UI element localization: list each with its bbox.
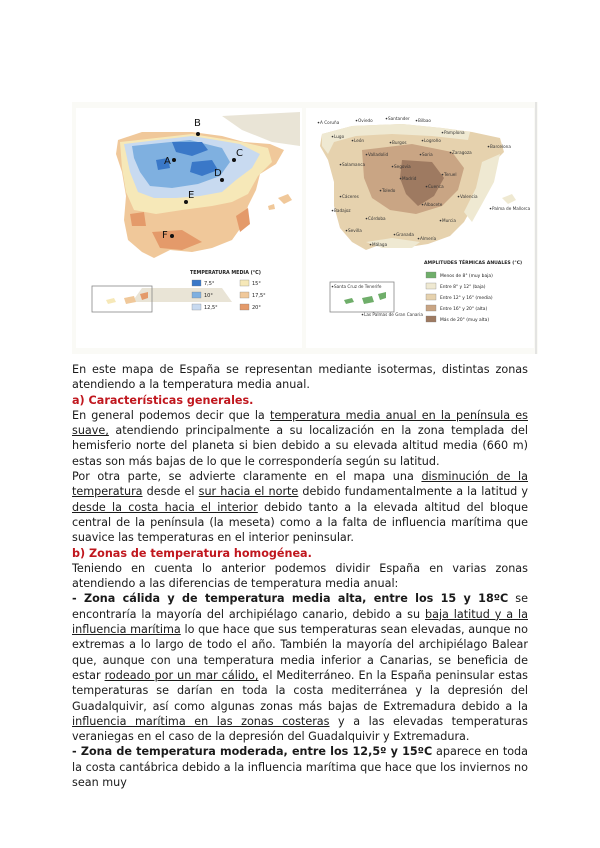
- city-label: Santander: [388, 116, 410, 121]
- amplitude-legend-swatch: [426, 316, 436, 322]
- city-label: Murcia: [442, 218, 456, 223]
- temperature-legend-swatch: [240, 280, 249, 286]
- paragraph-moderate-zone: - Zona de temperatura moderada, entre los 12,5º y 15ºC aparece en toda la costa cantábrica debido a la influencia marítima que hace que los inviernos no sean muy: [72, 745, 529, 790]
- marker-b: B: [194, 118, 201, 129]
- marker-e: E: [188, 190, 195, 201]
- city-label: Teruel: [444, 172, 457, 177]
- temperature-legend-swatch: [240, 292, 249, 298]
- city-label: Cuenca: [428, 184, 444, 189]
- intro-paragraph: En este mapa de España se representan mediante isotermas, distintas zonas atendiendo a la temperatura media anual.: [72, 363, 528, 392]
- city-label: Las Palmas de Gran Canaria: [364, 312, 423, 317]
- city-label: Soria: [422, 152, 433, 157]
- paragraph-1: En general podemos decir que la temperatura media anual en la península es suave, atendiendo principalmente a su localización en la zona templada del hemisferio norte del planeta si bien debido a su elevada altitud media (660 m) estas son más bajas de lo que le correspondería según su latitud.: [72, 408, 528, 468]
- city-label: Sevilla: [348, 228, 362, 233]
- city-label: Lugo: [334, 134, 345, 139]
- amplitude-legend-swatch: [426, 305, 436, 311]
- city-label: Zaragoza: [452, 150, 472, 155]
- city-label: Logroño: [424, 138, 441, 143]
- city-label: Burgos: [392, 140, 407, 145]
- amplitude-map: [306, 108, 534, 348]
- heading-general-characteristics: a) Características generales.: [72, 393, 254, 407]
- paragraph-warm-zone: - Zona cálida y de temperatura media alta, entre los 15 y 18ºC se encontraría la mayoría del archipiélago canario, debido a su baja latitud y a la influencia marítima lo que hace que sus temperaturas sean elevadas, aunque no extremas a lo largo de todo el año. También la mayoría del archipiélago Balear que, aunque con una temperatura media inferior a Canarias, se beneficia de estar rodeado por un mar cálido, el Mediterráneo. En la España peninsular estas temperaturas se darían en toda la costa mediterránea y la depresión del Guadalquivir, así como algunas zonas más bajas de Extremadura debido a la influencia marítima en las zonas costeras y a las elevadas temperaturas veraniegas en el caso de la depresión del Guadalquivir y Extremadura.: [72, 592, 528, 744]
- marker-c: C: [236, 148, 243, 159]
- paragraph-2: Por otra parte, se advierte claramente en el mapa una disminución de la temperatura desde el sur hacia el norte debido fundamentalmente a la latitud y desde la costa hacia el interior debido tanto a la elevada altitud del bloque central de la península (la meseta) como a la falta de influencia marítima que suavice las temperaturas en el interior peninsular.: [72, 470, 529, 545]
- city-label: Málaga: [372, 242, 388, 247]
- city-label: Córdoba: [368, 216, 386, 221]
- temperature-map: [76, 108, 302, 348]
- city-label: Valencia: [460, 194, 478, 199]
- maps-figure: [72, 102, 538, 354]
- city-label: León: [354, 138, 365, 143]
- amplitude-legend-swatch: [426, 272, 436, 278]
- svg-text:TEMPERATURA MEDIA (°C): TEMPERATURA MEDIA (°C): [190, 271, 261, 276]
- amplitude-legend-label: Entre 12° y 16° (media): [440, 296, 493, 301]
- svg-text:AMPLITUDES TÉRMICAS ANUALES (°: AMPLITUDES TÉRMICAS ANUALES (°C): [424, 261, 523, 266]
- temperature-legend-label: 15°: [252, 281, 261, 287]
- city-label: Granada: [396, 232, 414, 237]
- temperature-legend-swatch: [192, 280, 201, 286]
- city-label: Salamanca: [342, 162, 366, 167]
- city-label: Madrid: [402, 176, 417, 181]
- city-label: Badajoz: [334, 208, 351, 213]
- temperature-legend-label: 10°: [204, 293, 213, 299]
- city-label: Pamplona: [444, 130, 465, 135]
- amplitude-legend-label: Menos de 8° (muy baja): [440, 274, 493, 279]
- city-label: Cáceres: [342, 194, 359, 199]
- temperature-legend-label: 12,5°: [204, 305, 218, 311]
- amplitude-legend-label: Entre 8° y 12° (baja): [440, 285, 486, 290]
- temperature-legend-swatch: [240, 304, 249, 310]
- city-label: Albacete: [424, 202, 443, 207]
- city-label: A Coruña: [320, 120, 340, 125]
- city-label: Santa Cruz de Tenerife: [334, 284, 382, 289]
- heading-homogeneous-zones: b) Zonas de temperatura homogénea.: [72, 546, 312, 560]
- temperature-legend-label: 20°: [252, 305, 261, 311]
- temperature-legend-label: 17,5°: [252, 293, 266, 299]
- amplitude-legend-label: Más de 20° (muy alta): [440, 318, 490, 323]
- city-label: Palma de Mallorca: [492, 206, 531, 211]
- paragraph-3: Teniendo en cuenta lo anterior podemos dividir España en varias zonas atendiendo a las diferencias de temperatura media anual:: [72, 561, 528, 591]
- document-text: [72, 362, 528, 790]
- marker-d: D: [214, 168, 222, 179]
- amplitude-legend-label: Entre 16° y 20° (alta): [440, 307, 488, 312]
- city-label: Segovia: [394, 164, 411, 169]
- city-label: Valladolid: [368, 152, 389, 157]
- temperature-legend-swatch: [192, 304, 201, 310]
- city-label: Oviedo: [358, 118, 373, 123]
- temperature-legend-swatch: [192, 292, 201, 298]
- amplitude-legend-swatch: [426, 283, 436, 289]
- city-label: Almería: [420, 236, 437, 241]
- marker-f: F: [162, 230, 168, 241]
- city-label: Toledo: [382, 188, 396, 193]
- marker-a: A: [164, 156, 171, 167]
- amplitude-legend-swatch: [426, 294, 436, 300]
- city-label: Bilbao: [418, 118, 431, 123]
- city-label: Barcelona: [490, 144, 511, 149]
- temperature-legend-label: 7,5°: [204, 281, 215, 287]
